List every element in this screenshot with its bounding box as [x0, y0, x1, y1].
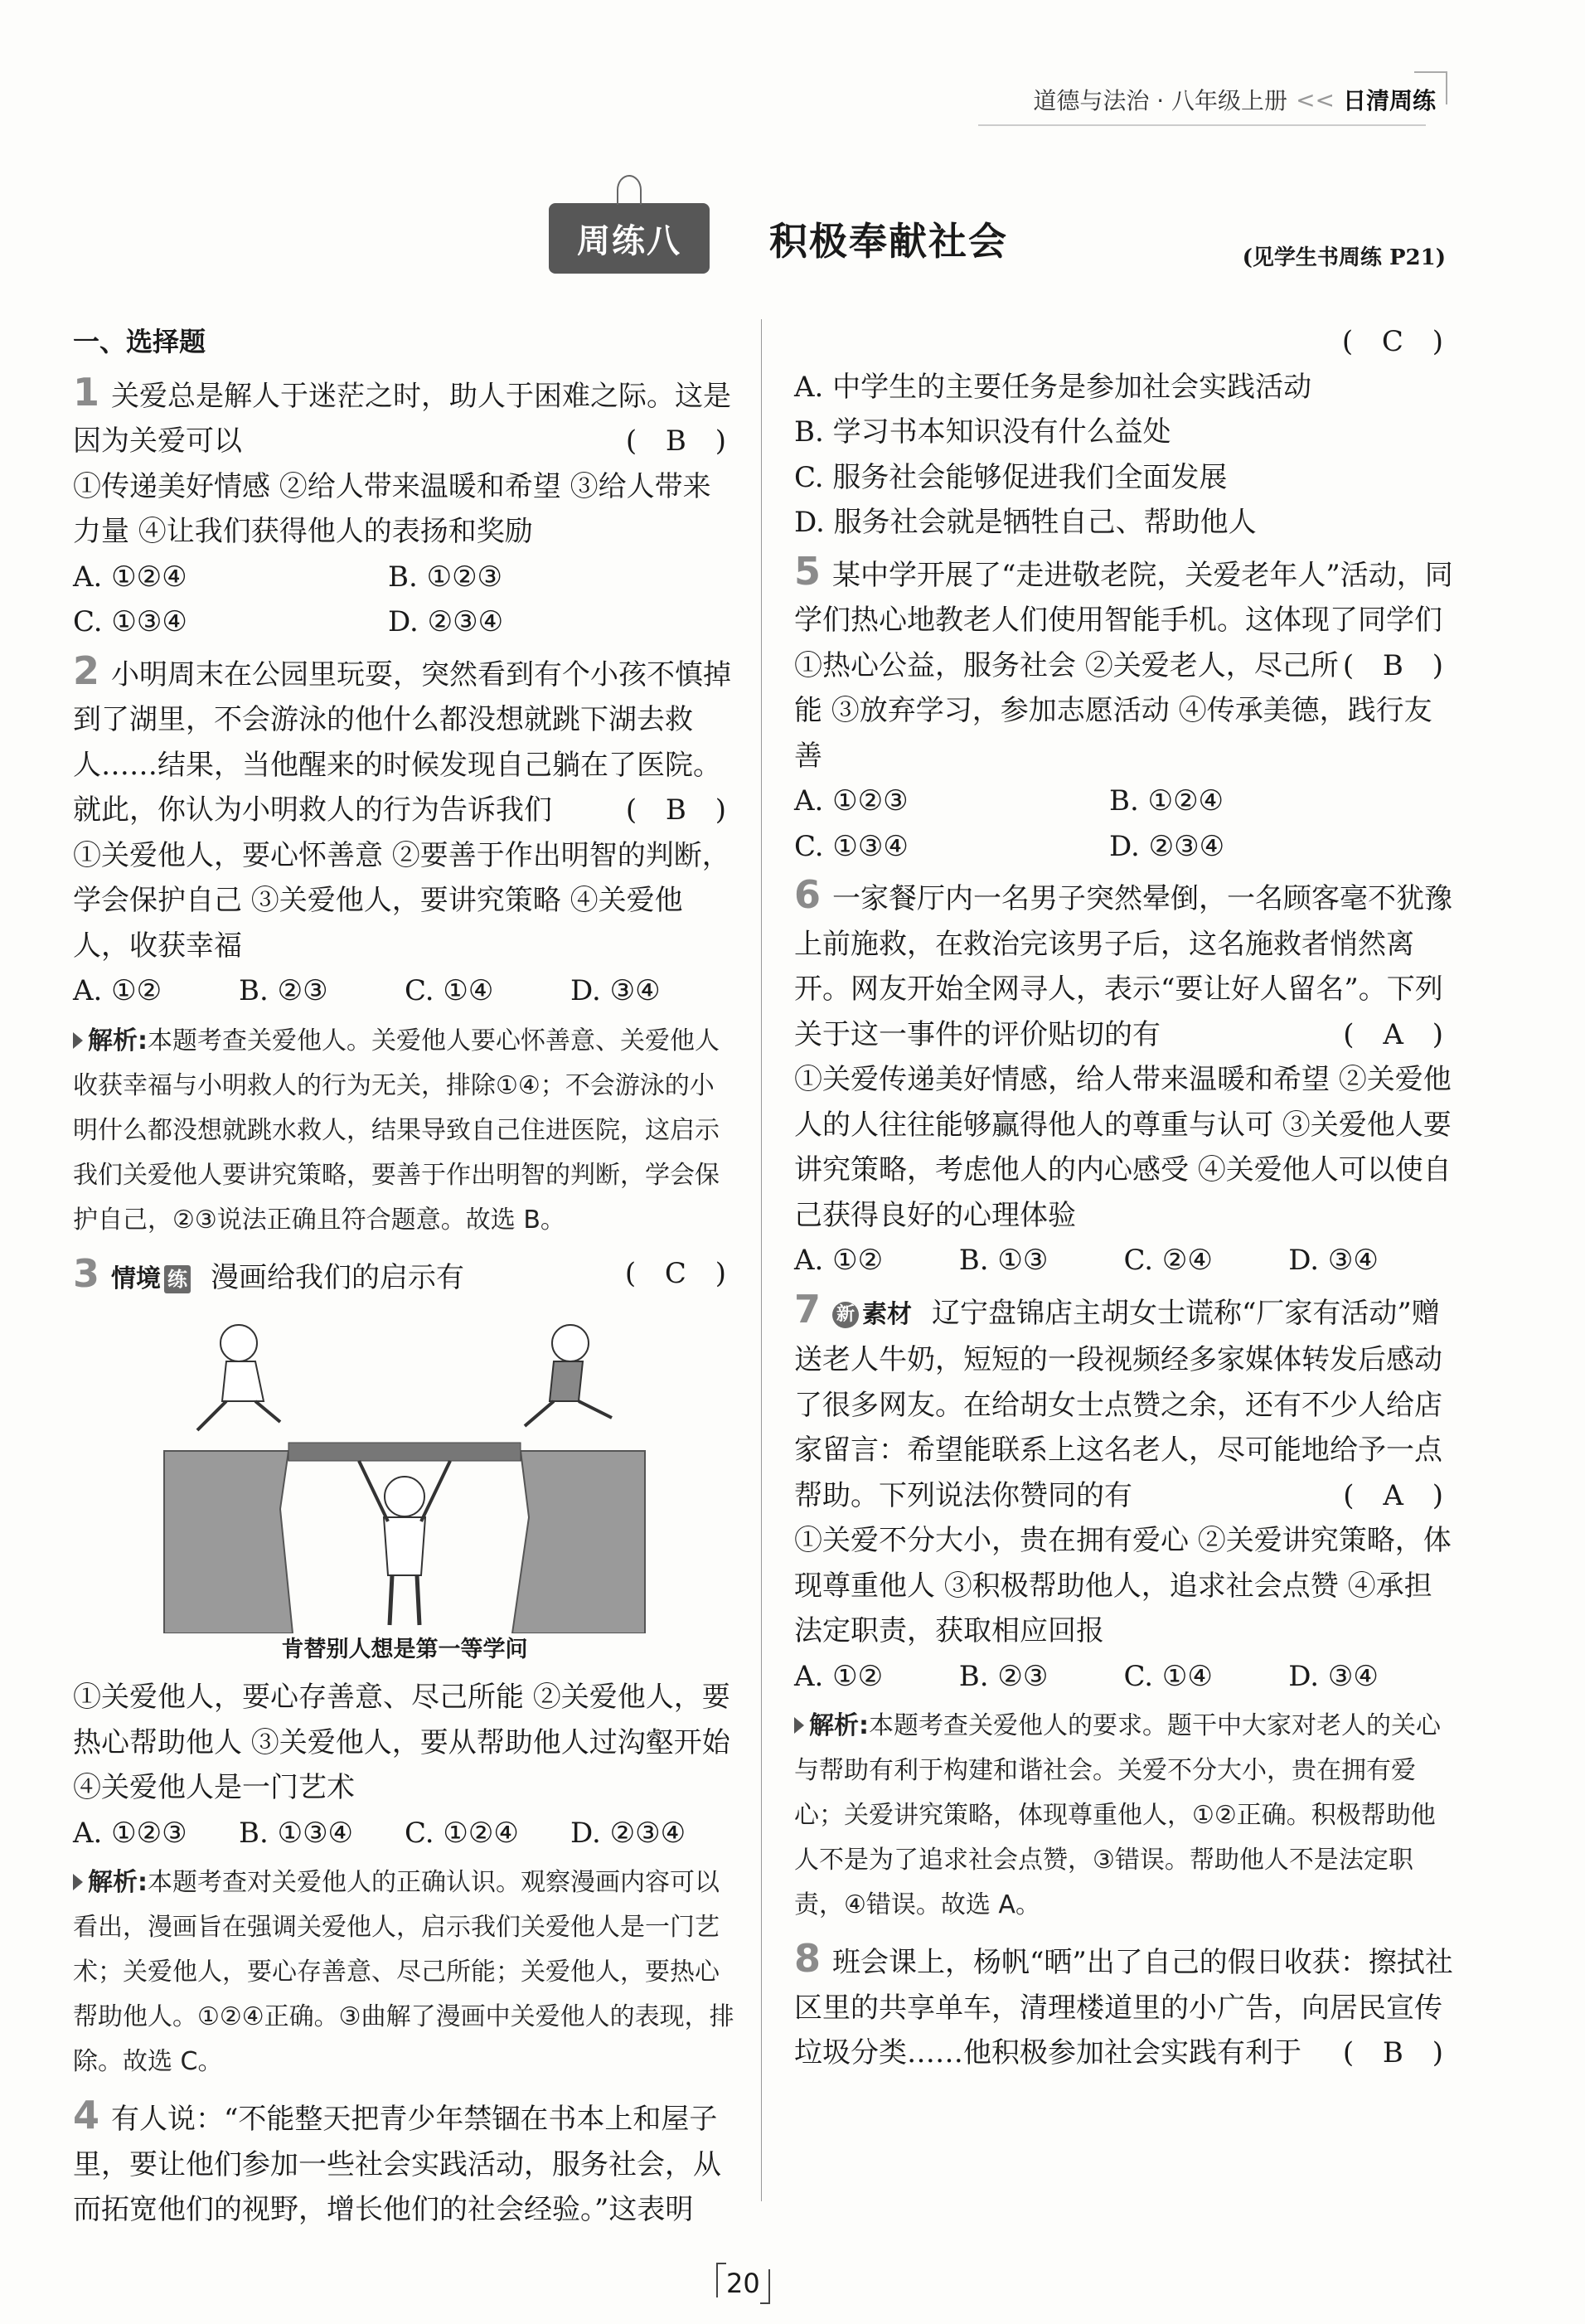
option: C. ①③④ — [794, 829, 909, 863]
answer: ( B ) — [1342, 2036, 1453, 2069]
statements: ①热心公益，服务社会 ②关爱老人，尽己所能 ③放弃学习，参加志愿活动 ④传承美德，践行友善 — [794, 648, 1432, 773]
analysis — [73, 1019, 736, 1243]
answer: ( B ) — [1342, 648, 1453, 682]
chip-label: 素材 — [862, 1299, 913, 1329]
option: B. 学习书本知识没有什么益处 — [794, 415, 1171, 449]
header-brand: 日清周练 — [1342, 87, 1436, 114]
option: C. 服务社会能够促进我们全面发展 — [794, 460, 1228, 494]
statements: ①关爱他人，要心存善意、尽己所能 ②关爱他人，要热心帮助他人 ③关爱他人，要从帮助他人过沟壑开始 ④关爱他人是一门艺术 — [73, 1681, 730, 1804]
option: B. ①②④ — [1109, 784, 1224, 818]
question-4-answer — [794, 319, 1453, 546]
option: B. ①③ — [958, 1244, 1049, 1277]
question-8 — [794, 1936, 1453, 2076]
question-stem: 班会课上，杨帆“晒”出了自己的假日收获：擦拭社区里的共享单车，清理楼道里的小广告，向居民宣传垃圾分类……他积极参加社会实践有利于 — [794, 1946, 1453, 2069]
cartoon-caption: 肯替别人想是第一等学问 — [281, 1637, 528, 1662]
helper-legs — [390, 1575, 419, 1625]
question-3 — [73, 1251, 736, 2085]
question-number: 6 — [794, 872, 822, 917]
option: D. ②③④ — [1109, 829, 1225, 863]
new-material-chip — [832, 1293, 912, 1338]
left-column — [73, 319, 736, 2236]
helper-head — [385, 1477, 424, 1516]
option: D. ②③④ — [570, 1816, 686, 1850]
option: D. ③④ — [1288, 1659, 1379, 1693]
option: A. ①② — [794, 1244, 884, 1277]
girl-body — [222, 1361, 264, 1401]
boy-legs — [525, 1401, 612, 1426]
option: A. ①② — [73, 974, 162, 1007]
question-1 — [73, 370, 736, 645]
option: B. ②③ — [239, 974, 328, 1007]
header-subject: 道德与法治 · 八年级上册 — [1033, 87, 1288, 114]
option: A. ①②④ — [73, 560, 187, 594]
answer: ( C ) — [624, 1256, 736, 1290]
section-title: 一、选择题 — [73, 326, 206, 357]
question-stem: 小明周末在公园里玩耍，突然看到有个小孩不慎掉到了湖里，不会游泳的他什么都没想就跳下湖去救人……结果，当他醒来的时候发现自己躺在了医院。就此，你认为小明救人的行为告诉我们 — [73, 657, 732, 827]
question-4 — [73, 2093, 736, 2233]
statements: ①传递美好情感 ②给人带来温暖和希望 ③给人带来力量 ④让我们获得他人的表扬和奖励 — [73, 469, 711, 548]
question-number: 2 — [73, 648, 100, 693]
option: D. ③④ — [1288, 1244, 1379, 1277]
page-number: 20 — [726, 2268, 760, 2299]
option: A. 中学生的主要任务是参加社会实践活动 — [794, 370, 1312, 404]
question-stem: 关爱总是解人于迷茫之时，助人于困难之际。这是 — [111, 379, 732, 413]
option: C. ①④ — [405, 974, 494, 1007]
left-cliff — [164, 1451, 293, 1633]
question-stem: 漫画给我们的启示有 — [211, 1260, 465, 1294]
analysis-text: 本题考查对关爱他人的正确认识。观察漫画内容可以看出，漫画旨在强调关爱他人，启示我们关爱他人是一门艺术；关爱他人，要心存善意、尽己所能；关爱他人，要热心帮助他人。①②④正确。③曲解了漫画中关爱他人的表现，排除。故选 C。 — [73, 1868, 734, 2076]
question-number: 4 — [73, 2093, 100, 2137]
page-header — [1033, 83, 1436, 116]
right-column — [794, 319, 1453, 2079]
boy-head — [552, 1325, 589, 1361]
question-2 — [73, 648, 736, 1243]
unit-title: 积极奉献社会 — [769, 218, 1008, 264]
analysis — [73, 1861, 736, 2084]
ribbon-knot-icon — [617, 175, 642, 205]
option: D. ③④ — [570, 974, 661, 1007]
scenario-chip — [111, 1257, 191, 1303]
option: C. ②④ — [1123, 1244, 1213, 1277]
question-stem-cont: 因为关爱可以 — [73, 425, 242, 458]
option: B. ②③ — [958, 1659, 1049, 1693]
question-stem: 有人说：“不能整天把青少年禁锢在书本上和屋子里，要让他们参加一些社会实践活动，服务社会，从而拓宽他们的视野，增长他们的社会经验。”这表明 — [73, 2103, 721, 2226]
answer: ( B ) — [625, 793, 736, 827]
question-number: 3 — [73, 1250, 100, 1296]
question-number: 7 — [794, 1286, 822, 1332]
girl-head — [221, 1325, 257, 1361]
statements: ①关爱传递美好情感，给人带来温暖和希望 ②关爱他人的人往往能够赢得他人的尊重与认可 ③关爱他人要讲究策略，考虑他人的内心感受 ④关爱他人可以使自己获得良好的心理体验 — [794, 1063, 1452, 1232]
right-cliff — [512, 1451, 645, 1633]
question-number: 8 — [794, 1936, 822, 1981]
option: B. ①③④ — [239, 1816, 354, 1850]
option: D. ②③④ — [388, 605, 504, 638]
helper-body — [384, 1517, 425, 1575]
book-reference: (见学生书周练 P21) — [1242, 245, 1446, 270]
option: D. 服务社会就是牺牲自己、帮助他人 — [794, 506, 1257, 539]
option: A. ①②③ — [794, 784, 909, 818]
analysis — [794, 1704, 1453, 1928]
option: A. ①② — [794, 1659, 884, 1693]
triangle-icon — [794, 1717, 804, 1734]
title-row — [549, 203, 1008, 274]
week-badge-label: 周练八 — [577, 222, 681, 260]
statements: ①关爱他人，要心怀善意 ②要善于作出明智的判断，学会保护自己 ③关爱他人，要讲究策略 ④关爱他人，收获幸福 — [73, 838, 730, 963]
analysis-text: 本题考查关爱他人。关爱他人要心怀善意、关爱他人收获幸福与小明救人的行为无关，排除①④；不会游泳的小明什么都没想就跳水救人，结果导致自己住进医院，这启示我们关爱他人要讲究策略，要善于作出明智的判断，学会保护自己，②③说法正确且符合题意。故选 B。 — [73, 1026, 720, 1235]
header-arrow: << — [1296, 85, 1335, 114]
question-stem: 一家餐厅内一名男子突然晕倒，一名顾客毫不犹豫上前施救，在救治完该男子后，这名施救者悄然离开。网友开始全网寻人，表示“要让好人留名”。下列关于这一事件的评价贴切的有 — [794, 882, 1453, 1051]
answer: ( A ) — [1343, 1478, 1453, 1512]
week-badge — [549, 203, 710, 274]
question-5 — [794, 549, 1453, 870]
option: C. ①②④ — [405, 1816, 519, 1850]
analysis-tag: 解析: — [809, 1711, 869, 1740]
bridge-board — [288, 1443, 521, 1461]
triangle-icon — [73, 1032, 83, 1049]
option: A. ①②③ — [73, 1816, 187, 1850]
analysis-tag: 解析: — [88, 1868, 148, 1897]
option: C. ①④ — [1123, 1659, 1213, 1693]
question-stem: 辽宁盘锦店主胡女士谎称“厂家有活动”赠送老人牛奶，短短的一段视频经多家媒体转发后感动了很多网友。在给胡女士点赞之余，还有不少人给店家留言：希望能联系上这名老人，尽可能地给予一点帮助。下列说法你赞同的有 — [794, 1296, 1442, 1512]
question-stem: 某中学开展了“走进敬老院，关爱老年人”活动，同学们热心地教老人们使用智能手机。这体现了同学们 — [794, 558, 1453, 637]
option: B. ①②③ — [388, 560, 503, 594]
chip-box: 练 — [164, 1265, 191, 1293]
answer: ( A ) — [1343, 1017, 1453, 1051]
header-rule — [978, 124, 1426, 126]
analysis-tag: 解析: — [88, 1026, 148, 1055]
boy-body — [550, 1361, 583, 1401]
question-number: 5 — [794, 548, 822, 594]
chip-label: 情境 — [111, 1264, 162, 1293]
statements: ①关爱不分大小，贵在拥有爱心 ②关爱讲究策略，体现尊重他人 ③积极帮助他人，追求社会点赞 ④承担法定职责，获取相应回报 — [794, 1524, 1452, 1647]
option: C. ①③④ — [73, 605, 187, 638]
cartoon-illustration — [148, 1310, 662, 1633]
answer: ( B ) — [625, 425, 736, 458]
girl-legs — [197, 1401, 280, 1430]
question-6 — [794, 872, 1453, 1283]
triangle-icon — [73, 1874, 83, 1890]
question-number: 1 — [73, 369, 100, 415]
new-icon: 新 — [832, 1302, 859, 1328]
analysis-text: 本题考查关爱他人的要求。题干中大家对老人的关心与帮助有利于构建和谐社会。关爱不分大小，贵在拥有爱心；关爱讲究策略，体现尊重他人，①②正确。积极帮助他人不是为了追求社会点赞，③错误。帮助他人不是法定职责，④错误。故选 A。 — [794, 1711, 1441, 1919]
question-7 — [794, 1287, 1453, 1929]
column-divider — [761, 319, 762, 2201]
cartoon-svg — [148, 1310, 662, 1633]
answer: ( C ) — [1341, 325, 1453, 358]
